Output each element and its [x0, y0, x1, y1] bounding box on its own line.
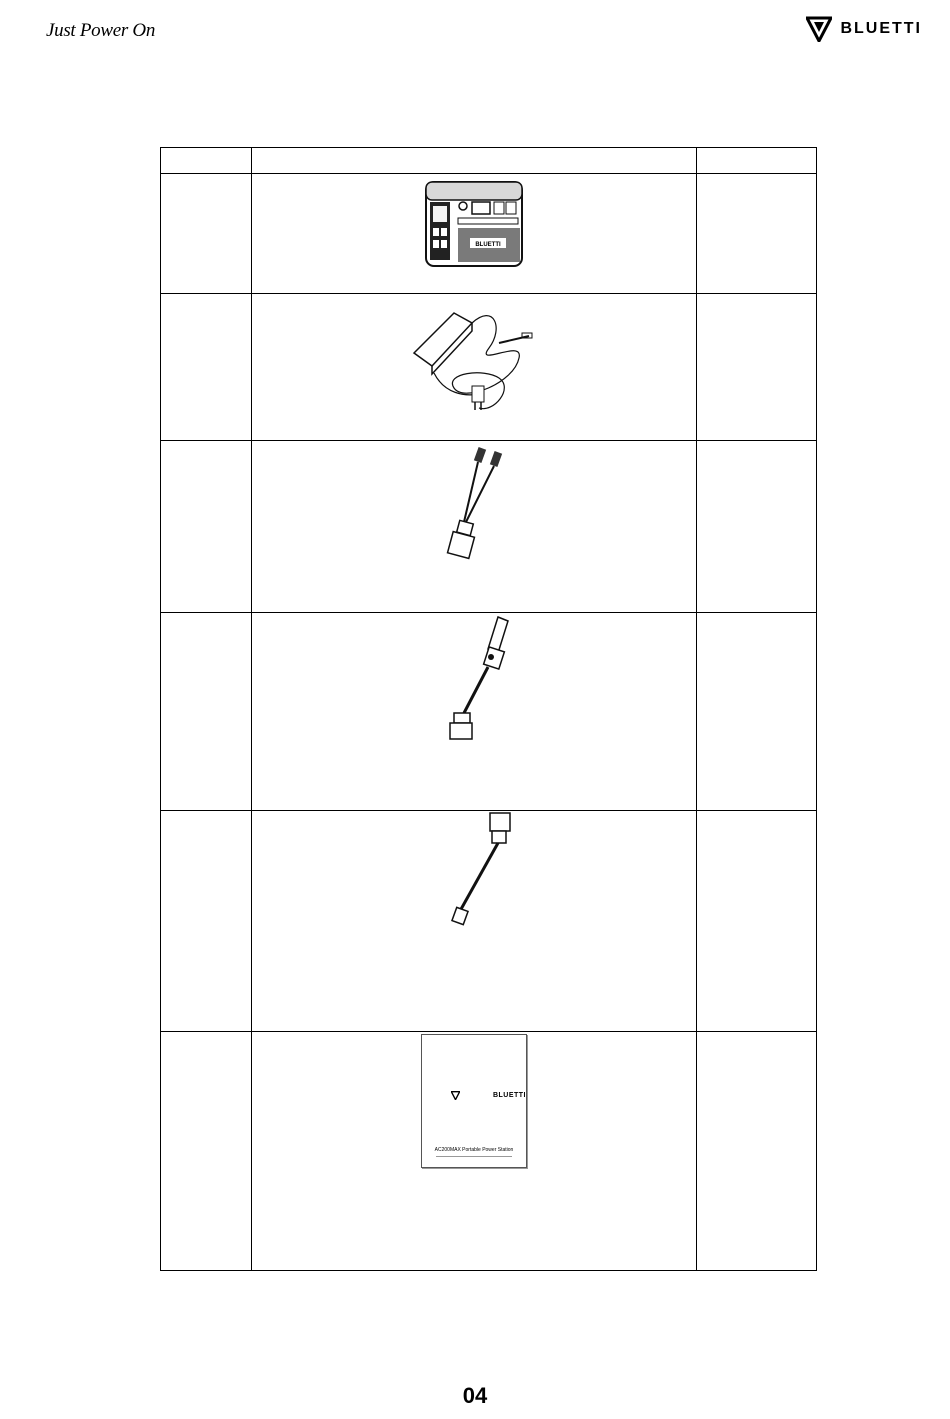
header-cell: [697, 148, 817, 174]
table-row: [161, 613, 817, 811]
item-name-cell: [161, 174, 252, 294]
package-contents-table: [160, 147, 817, 1271]
header-cell: [252, 148, 697, 174]
table-row: [161, 174, 817, 294]
item-qty-cell: [697, 294, 817, 441]
manual-brand-text: BLUETTI: [492, 1092, 526, 1099]
item-image-cell: [252, 1032, 697, 1271]
item-image-cell: [252, 294, 697, 441]
item-qty-cell: [697, 174, 817, 294]
dc-cable-image: [424, 811, 524, 931]
brand-logo: [806, 16, 922, 42]
manual-rule: [436, 1156, 512, 1157]
item-qty-cell: [697, 1032, 817, 1271]
item-name-cell: [161, 441, 252, 613]
tagline: Just Power On: [46, 20, 156, 41]
item-image-cell: [252, 174, 697, 294]
table-row: [161, 1032, 817, 1271]
item-image-cell: [252, 613, 697, 811]
car-cable-image: [424, 613, 524, 743]
page-number: 04: [462, 1383, 488, 1408]
header-cell: [161, 148, 252, 174]
item-image-cell: [252, 441, 697, 613]
item-name-cell: [161, 811, 252, 1032]
user-manual-image: [421, 1034, 527, 1168]
item-name-cell: [161, 613, 252, 811]
item-qty-cell: [697, 811, 817, 1032]
item-name-cell: [161, 294, 252, 441]
ac-adapter-image: [404, 298, 544, 418]
table-header-row: [161, 148, 817, 174]
manual-title: AC200MAX Portable Power Station: [434, 1147, 514, 1153]
item-name-cell: [161, 1032, 252, 1271]
manual-brand: [422, 1091, 526, 1100]
table-row: [161, 441, 817, 613]
table-row: [161, 811, 817, 1032]
brand-name: BLUETTI: [840, 20, 922, 37]
item-qty-cell: [697, 441, 817, 613]
table-row: [161, 294, 817, 441]
power-station-image: [422, 176, 526, 268]
bluetti-logo-icon: [451, 1091, 460, 1100]
svg-text:BLUETTI: BLUETTI: [475, 242, 501, 248]
item-image-cell: [252, 811, 697, 1032]
bluetti-logo-icon: [806, 16, 832, 42]
solar-cable-image: [424, 442, 524, 572]
item-qty-cell: [697, 613, 817, 811]
